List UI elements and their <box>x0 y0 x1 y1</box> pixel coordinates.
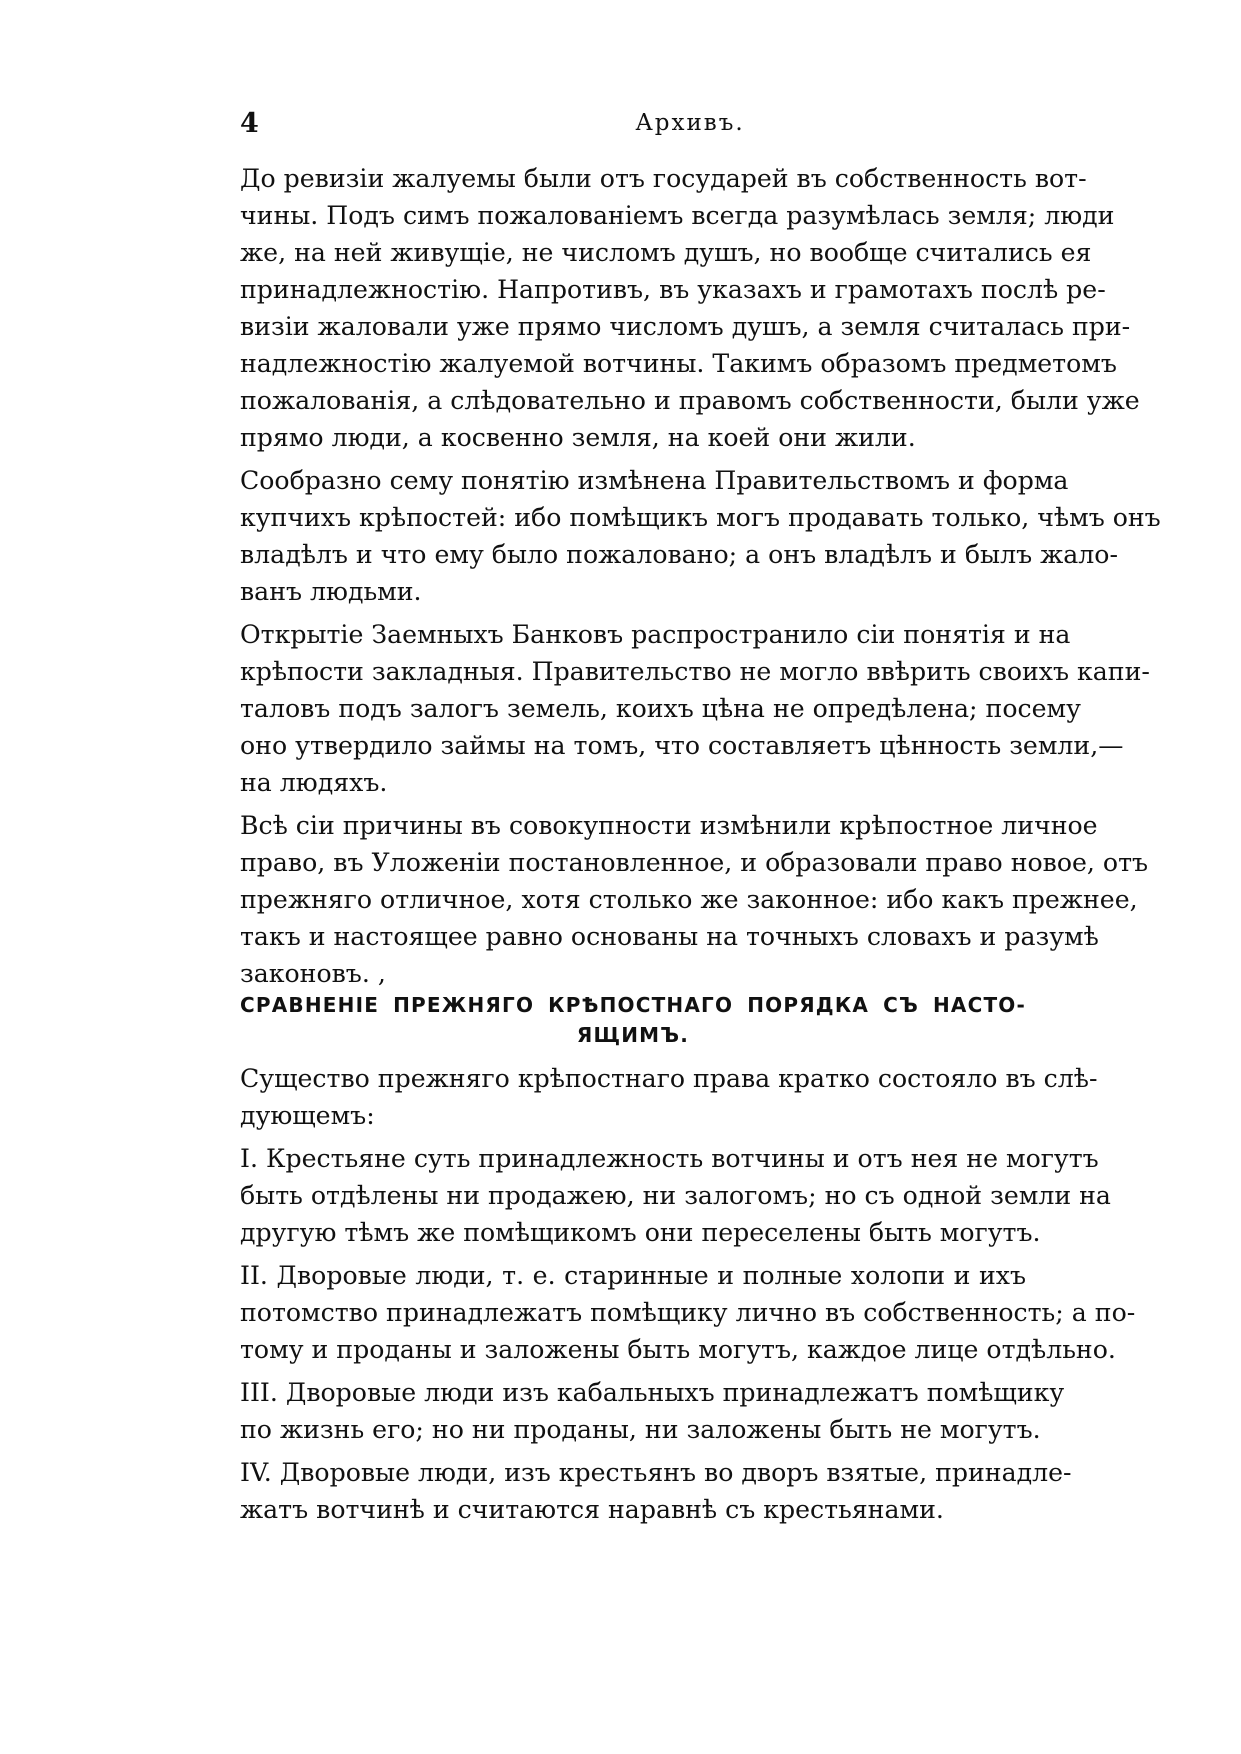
text-line: право, въ Уложеніи постановленное, и образовали право новое, отъ <box>240 848 1149 877</box>
text-line: чины. Подъ симъ пожалованіемъ всегда разумѣлась земля; люди <box>240 201 1115 230</box>
running-title: Архивъ. <box>635 110 745 136</box>
text-line: Существо прежняго крѣпостнаго права кратко состояло въ слѣ- <box>240 1064 1098 1093</box>
list-item-3 <box>240 1374 1065 1448</box>
body-text-part-2 <box>240 1060 1136 1534</box>
list-item-2 <box>240 1257 1136 1368</box>
text-line: другую тѣмъ же помѣщикомъ они переселены быть могутъ. <box>240 1218 1041 1247</box>
text-line: III. Дворовые люди изъ кабальныхъ принадлежатъ помѣщику <box>240 1378 1065 1407</box>
text-line: жатъ вотчинѣ и считаются наравнѣ съ крестьянами. <box>240 1495 944 1524</box>
text-line: такъ и настоящее равно основаны на точныхъ словахъ и разумѣ <box>240 922 1099 951</box>
text-line: II. Дворовые люди, т. е. старинные и полные холопи и ихъ <box>240 1261 1026 1290</box>
text-line: прежняго отличное, хотя столько же законное: ибо какъ прежнее, <box>240 885 1138 914</box>
text-line: пожалованія, а слѣдовательно и правомъ собственности, были уже <box>240 386 1140 415</box>
text-line: купчихъ крѣпостей: ибо помѣщикъ могъ продавать только, чѣмъ онъ <box>240 503 1161 532</box>
text-line: владѣлъ и что ему было пожаловано; а онъ владѣлъ и былъ жало- <box>240 540 1118 569</box>
heading-line: СРАВНЕНІЕ ПРЕЖНЯГО КРѢПОСТНАГО ПОРЯДКА СЪ НАСТО- <box>240 993 1026 1017</box>
text-line: тому и проданы и заложены быть могутъ, каждое лице отдѣльно. <box>240 1335 1116 1364</box>
text-line: же, на ней живущіе, не числомъ душъ, но вообще считались ея <box>240 238 1092 267</box>
text-line: IV. Дворовые люди, изъ крестьянъ во дворъ взятые, принадле- <box>240 1458 1072 1487</box>
text-line: Сообразно сему понятію измѣнена Правительствомъ и форма <box>240 466 1069 495</box>
text-line: таловъ подъ залогъ земель, коихъ цѣна не опредѣлена; посему <box>240 694 1081 723</box>
paragraph-4 <box>240 807 1149 992</box>
text-line: прямо люди, а косвенно земля, на коей они жили. <box>240 423 916 452</box>
heading-line: ЯЩИМЪ. <box>576 1023 690 1047</box>
running-header <box>240 108 1040 148</box>
section-intro <box>240 1060 1098 1134</box>
text-line: I. Крестьяне суть принадлежность вотчины и отъ нея не могутъ <box>240 1144 1099 1173</box>
text-line: крѣпости закладныя. Правительство не могло ввѣрить своихъ капи- <box>240 657 1150 686</box>
text-line: законовъ. , <box>240 959 386 988</box>
text-line: ванъ людьми. <box>240 577 422 606</box>
text-line: дующемъ: <box>240 1101 375 1130</box>
text-line: на людяхъ. <box>240 768 388 797</box>
paragraph-3 <box>240 616 1150 801</box>
text-line: по жизнь его; но ни проданы, ни заложены быть не могутъ. <box>240 1415 1041 1444</box>
text-line: надлежностію жалуемой вотчины. Такимъ образомъ предметомъ <box>240 349 1117 378</box>
paragraph-1 <box>240 160 1140 456</box>
body-text-part-1 <box>240 160 1161 998</box>
text-line: визіи жаловали уже прямо числомъ душъ, а земля считалась при- <box>240 312 1131 341</box>
text-line: Открытіе Заемныхъ Банковъ распространило сіи понятія и на <box>240 620 1071 649</box>
section-heading <box>240 990 1026 1050</box>
text-line: быть отдѣлены ни продажею, ни залогомъ; но съ одной земли на <box>240 1181 1111 1210</box>
list-item-4 <box>240 1454 1072 1528</box>
text-line: Всѣ сіи причины въ совокупности измѣнили крѣпостное личное <box>240 811 1098 840</box>
list-item-1 <box>240 1140 1111 1251</box>
text-line: оно утвердило займы на томъ, что составляетъ цѣнность земли,— <box>240 731 1124 760</box>
text-line: До ревизіи жалуемы были отъ государей въ собственность вот- <box>240 164 1087 193</box>
text-line: принадлежностію. Напротивъ, въ указахъ и грамотахъ послѣ ре- <box>240 275 1106 304</box>
page-number: 4 <box>240 108 259 139</box>
text-line: потомство принадлежатъ помѣщику лично въ собственность; а по- <box>240 1298 1136 1327</box>
paragraph-2 <box>240 462 1161 610</box>
